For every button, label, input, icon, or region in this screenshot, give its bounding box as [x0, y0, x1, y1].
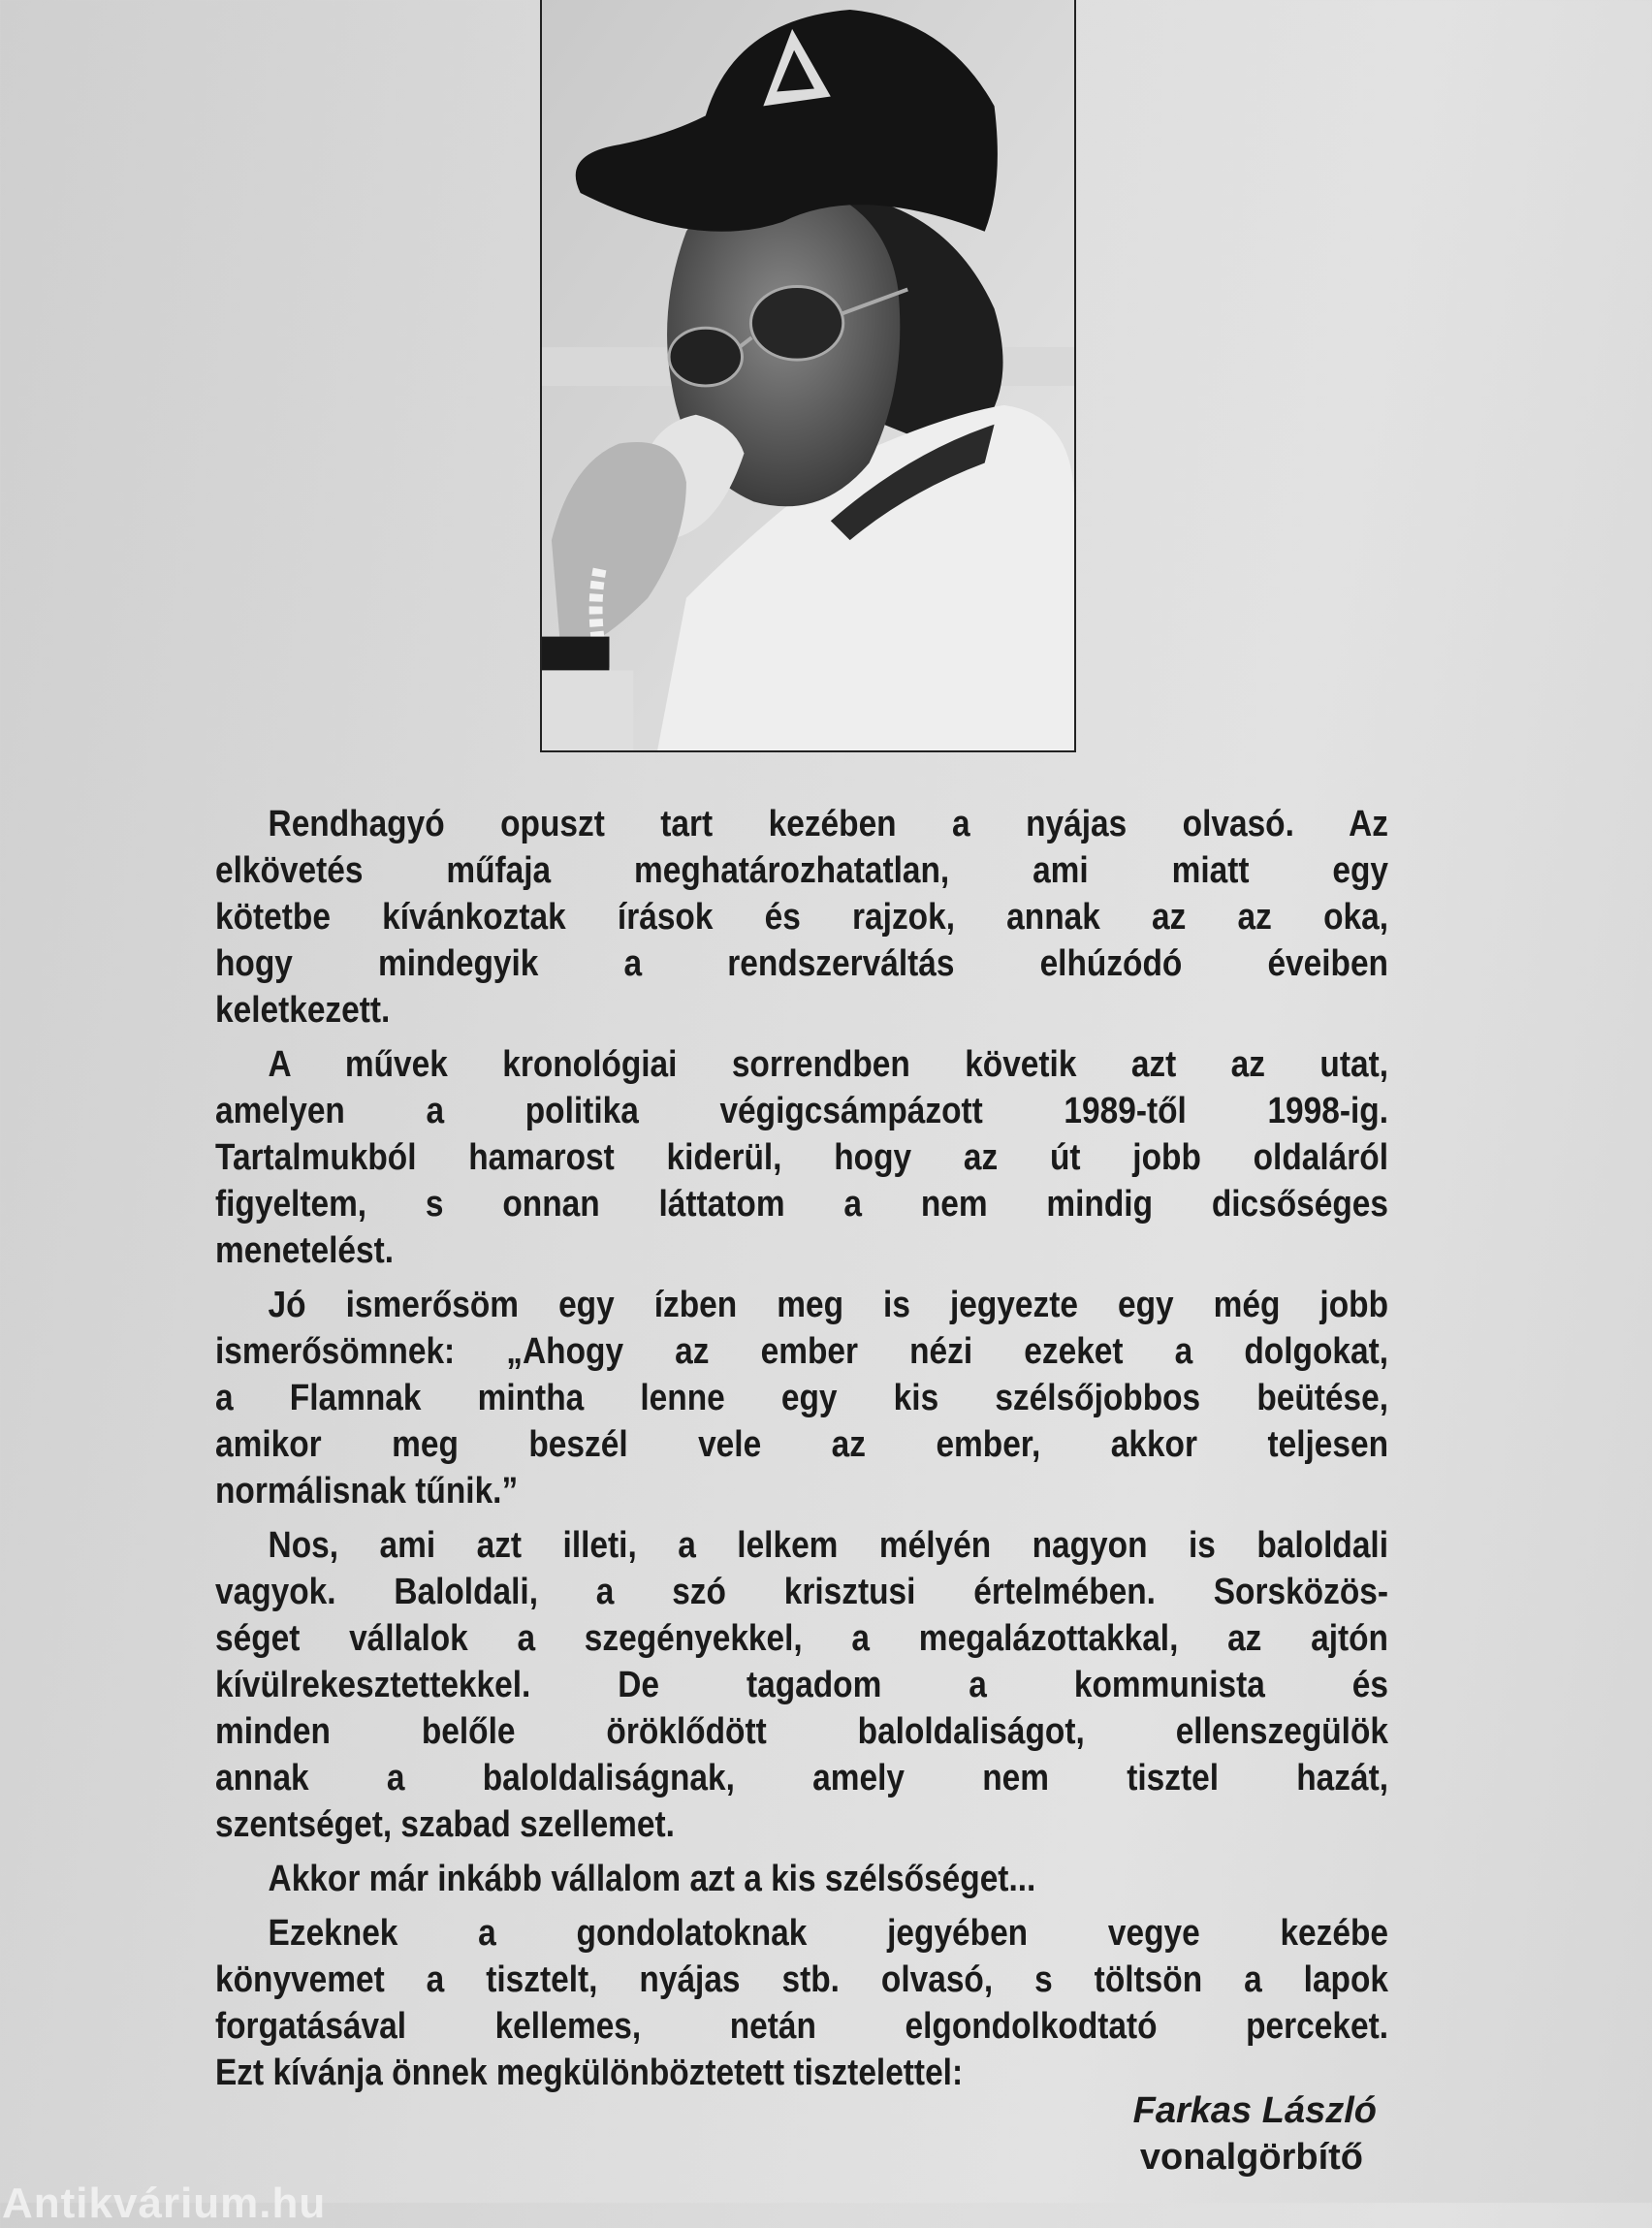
text-line-content: Ezt kívánja önnek megkülönböztetett tisztelettel:: [215, 2053, 964, 2093]
text-line: [215, 1615, 1388, 1662]
text-line-content: Akkor már inkább vállalom azt a kis szélsőséget...: [268, 1859, 1036, 1899]
text-line: [215, 1569, 1388, 1615]
text-line: [215, 2050, 1388, 2096]
paragraph: [215, 801, 1388, 1034]
body-text: [215, 801, 1388, 2104]
text-line: [215, 1957, 1388, 2003]
text-line-content: menetelést.: [215, 1230, 395, 1271]
text-line: [215, 1041, 1388, 1088]
text-line: [215, 847, 1388, 894]
text-line-content: Nos, ami azt illeti, a lelkem mélyén nagyon is baloldali: [268, 1525, 1388, 1566]
text-line-content: ismerősömnek: „Ahogy az ember nézi ezeket a dolgokat,: [215, 1331, 1388, 1372]
text-line: [215, 1522, 1388, 1569]
text-line-content: Rendhagyó opuszt tart kezében a nyájas olvasó. Az: [268, 804, 1388, 844]
text-line: [215, 1856, 1388, 1902]
text-line-content: vagyok. Baloldali, a szó krisztusi értelmében. Sorsközös-: [215, 1572, 1388, 1612]
text-line: [215, 987, 1388, 1034]
text-line: [215, 1227, 1388, 1274]
text-line: [215, 1468, 1388, 1514]
text-line: [215, 1421, 1388, 1468]
text-line-content: séget vállalok a szegényekkel, a megalázottakkal, az ajtón: [215, 1618, 1388, 1659]
text-line-content: Ezeknek a gondolatoknak jegyében vegye kezébe: [268, 1913, 1388, 1954]
paragraph: [215, 1856, 1388, 1902]
text-line: [215, 1708, 1388, 1755]
text-line-content: a Flamnak mintha lenne egy kis szélsőjobbos beütése,: [215, 1378, 1388, 1418]
text-line: [215, 1088, 1388, 1134]
text-line-content: hogy mindegyik a rendszerváltás elhúzódó éveiben: [215, 943, 1388, 984]
text-line: [215, 1282, 1388, 1328]
text-line-content: minden belőle öröklődött baloldaliságot, ellenszegülök: [215, 1711, 1388, 1752]
text-line: [215, 1375, 1388, 1421]
text-line: [215, 1910, 1388, 1957]
author-photo: [540, 0, 1076, 752]
text-line-content: kívülrekesztettekkel. De tagadom a kommunista és: [215, 1665, 1388, 1705]
text-line-content: normálisnak tűnik.”: [215, 1471, 519, 1512]
signature-name: Farkas László: [1132, 2090, 1377, 2131]
paragraph: [215, 1041, 1388, 1274]
text-line-content: Tartalmukból hamarost kiderül, hogy az út jobb oldaláról: [215, 1137, 1388, 1178]
text-line-content: annak a baloldaliságnak, amely nem tisztel hazát,: [215, 1758, 1388, 1798]
text-line-content: kötetbe kívánkoztak írások és rajzok, annak az az oka,: [215, 897, 1388, 938]
paragraph: [215, 1282, 1388, 1514]
text-line-content: Jó ismerősöm egy ízben meg is jegyezte egy még jobb: [268, 1285, 1388, 1325]
text-line-content: forgatásával kellemes, netán elgondolkodtató perceket.: [215, 2006, 1388, 2047]
text-line: [215, 801, 1388, 847]
text-line-content: elkövetés műfaja meghatározhatatlan, ami miatt egy: [215, 850, 1388, 891]
text-line: [215, 1755, 1388, 1801]
text-line-content: keletkezett.: [215, 990, 391, 1031]
text-line: [215, 894, 1388, 940]
text-line-content: szentséget, szabad szellemet.: [215, 1804, 675, 1845]
text-line: [215, 940, 1388, 987]
text-line-content: amikor meg beszél vele az ember, akkor teljesen: [215, 1424, 1388, 1465]
text-line: [215, 1801, 1388, 1848]
text-line-content: A művek kronológiai sorrendben követik azt az utat,: [268, 1044, 1388, 1085]
text-line: [215, 1181, 1388, 1227]
text-line-content: figyeltem, s onnan láttatom a nem mindig dicsőséges: [215, 1184, 1388, 1225]
text-line: [215, 1134, 1388, 1181]
author-portrait-image: [542, 0, 1074, 750]
text-line: [215, 1328, 1388, 1375]
text-line-content: könyvemet a tisztelt, nyájas stb. olvasó, s töltsön a lapok: [215, 1959, 1388, 2000]
paragraph: [215, 1522, 1388, 1848]
text-line: [215, 2003, 1388, 2050]
paragraph: [215, 1910, 1388, 2096]
text-line: [215, 1662, 1388, 1708]
signature-role: vonalgörbítő: [1139, 2137, 1363, 2178]
text-line-content: amelyen a politika végigcsámpázott 1989-től 1998-ig.: [215, 1091, 1388, 1131]
watermark: Antikvárium.hu: [2, 2180, 327, 2227]
